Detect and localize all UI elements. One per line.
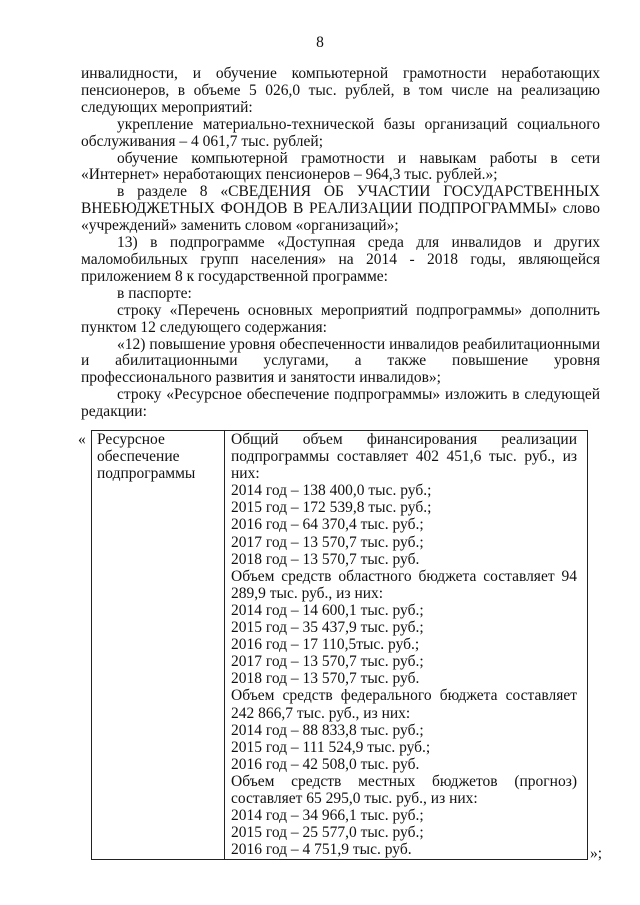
funding-line: 2016 год – 4 751,9 тыс. руб. bbox=[231, 841, 412, 859]
funding-federal: Объем средств федерального бюджета составляет 242 866,7 тыс. руб., из них: bbox=[231, 687, 577, 722]
table-close-quote: »; bbox=[590, 845, 603, 862]
paragraph: в разделе 8 «СВЕДЕНИЯ ОБ УЧАСТИИ ГОСУДАРСТВЕННЫХ ВНЕБЮДЖЕТНЫХ ФОНДОВ В РЕАЛИЗАЦИИ ПОДПРОГРАММЫ» слово «учреждений» заменить словом «организаций»; bbox=[81, 183, 600, 235]
document-body bbox=[81, 66, 600, 421]
paragraph: «12) повышение уровня обеспеченности инвалидов реабилитационными и абилитационными услугами, а также повышение уровня профессионального развития и занятости инвалидов»; bbox=[81, 335, 600, 387]
table-row bbox=[92, 431, 588, 860]
funding-line: 2015 год – 35 437,9 тыс. руб.; bbox=[231, 619, 424, 637]
funding-line: 2018 год – 13 570,7 тыс. руб. bbox=[231, 550, 420, 568]
funding-line: 2014 год – 14 600,1 тыс. руб.; bbox=[231, 601, 424, 619]
funding-line: 2017 год – 13 570,7 тыс. руб.; bbox=[231, 653, 424, 671]
funding-line: 2014 год – 88 833,8 тыс. руб.; bbox=[231, 721, 424, 739]
paragraph: в паспорте: bbox=[117, 284, 192, 302]
funding-total: Общий объем финансирования реализации подпрограммы составляет 402 451,6 тыс. руб., из них: bbox=[231, 431, 577, 483]
paragraph: укрепление материально-технической базы организаций социального обслуживания – 4 061,7 тыс. рублей; bbox=[81, 115, 600, 150]
funding-regional: Объем средств областного бюджета составляет 94 289,9 тыс. руб., из них: bbox=[231, 567, 577, 602]
funding-line: 2016 год – 42 508,0 тыс. руб. bbox=[231, 755, 420, 773]
table-open-quote: « bbox=[78, 431, 86, 448]
paragraph: 13) в подпрограмме «Доступная среда для инвалидов и других маломобильных групп населения» на 2014 - 2018 годы, являющейся приложением 8 к государственной программе: bbox=[81, 234, 600, 285]
table-label-cell: Ресурсное обеспечение подпрограммы bbox=[92, 431, 225, 860]
funding-line: 2015 год – 25 577,0 тыс. руб.; bbox=[231, 824, 424, 842]
paragraph: инвалидности, и обучение компьютерной грамотности неработающих пенсионеров, в объеме 5 026,0 тыс. рублей, в том числе на реализацию следующих мероприятий: bbox=[81, 65, 600, 116]
paragraph: обучение компьютерной грамотности и навыкам работы в сети «Интернет» неработающих пенсионеров – 964,3 тыс. рублей.»; bbox=[81, 149, 600, 184]
page-number: 8 bbox=[316, 34, 324, 51]
funding-line: 2015 год – 172 539,8 тыс. руб.; bbox=[231, 499, 432, 517]
paragraph: строку «Перечень основных мероприятий подпрограммы» дополнить пунктом 12 следующего содержания: bbox=[81, 301, 600, 336]
funding-line: 2015 год – 111 524,9 тыс. руб.; bbox=[231, 738, 431, 756]
funding-line: 2014 год – 34 966,1 тыс. руб.; bbox=[231, 807, 424, 825]
resource-table bbox=[91, 430, 588, 860]
funding-local: Объем средств местных бюджетов (прогноз) составляет 65 295,0 тыс. руб., из них: bbox=[231, 772, 577, 807]
table-content-cell bbox=[225, 431, 588, 860]
funding-line: 2016 год – 17 110,5тыс. руб.; bbox=[231, 636, 420, 654]
funding-line: 2018 год – 13 570,7 тыс. руб. bbox=[231, 670, 420, 688]
funding-line: 2016 год – 64 370,4 тыс. руб.; bbox=[231, 516, 424, 534]
paragraph: строку «Ресурсное обеспечение подпрограммы» изложить в следующей редакции: bbox=[81, 386, 600, 421]
funding-line: 2014 год – 138 400,0 тыс. руб.; bbox=[231, 482, 432, 500]
funding-line: 2017 год – 13 570,7 тыс. руб.; bbox=[231, 533, 424, 551]
